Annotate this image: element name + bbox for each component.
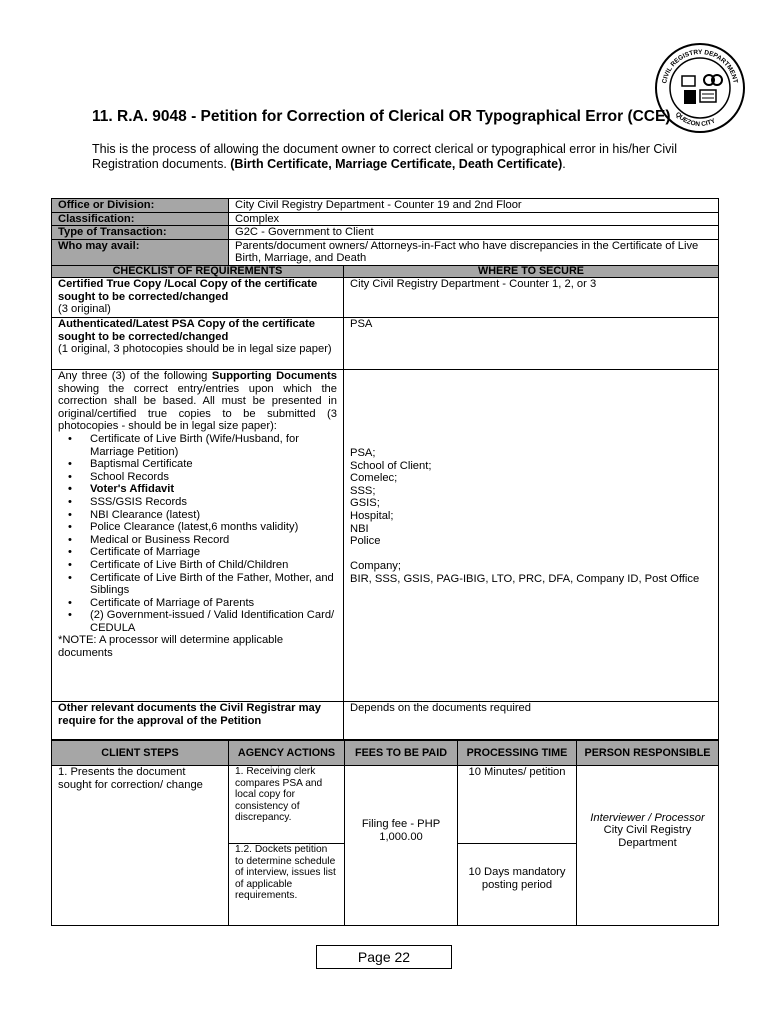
source-line: BIR, SSS, GSIS, PAG-IBIG, LTO, PRC, DFA, Company ID, Post Office xyxy=(350,572,700,585)
supporting-doc-item: • Certificate of Live Birth of Child/Children xyxy=(90,559,337,572)
supporting-doc-item: • Certificate of Marriage of Parents xyxy=(90,597,337,610)
transaction-value: G2C - Government to Client xyxy=(229,226,719,240)
fees-header: FEES TO BE PAID xyxy=(345,741,458,766)
requirement-2-source: PSA xyxy=(344,318,719,370)
supporting-docs-intro xyxy=(58,370,337,433)
agency-actions-header: AGENCY ACTIONS xyxy=(229,741,345,766)
info-row-who-may-avail xyxy=(52,239,719,266)
info-row-classification xyxy=(52,212,719,226)
intro-end: . xyxy=(562,156,566,171)
step-row xyxy=(52,766,719,844)
processor-note: *NOTE: A processor will determine applicable documents xyxy=(58,634,284,660)
supporting-doc-item: • Baptismal Certificate xyxy=(90,458,337,471)
office-value: City Civil Registry Department - Counter 19 and 2nd Floor xyxy=(229,199,719,213)
source-line: Company; xyxy=(350,560,401,573)
client-steps-header: CLIENT STEPS xyxy=(52,741,229,766)
requirement-row xyxy=(52,702,719,740)
supporting-doc-item: • NBI Clearance (latest) xyxy=(90,509,337,522)
supporting-doc-item: • Certificate of Live Birth (Wife/Husband, for Marriage Petition) xyxy=(90,433,337,458)
source-line: NBI xyxy=(350,522,369,535)
requirements-table xyxy=(51,265,719,740)
agency-action-1: 1. Receiving clerk compares PSA and local copy for consistency of discrepancy. xyxy=(229,766,345,844)
requirement-2-note: (1 original, 3 photocopies should be in legal size paper) xyxy=(58,343,332,356)
agency-action-2: 1.2. Dockets petition to determine schedule of interview, issues list of applicable requirements. xyxy=(229,844,345,926)
intro-bold-text: (Birth Certificate, Marriage Certificate, Death Certificate) xyxy=(230,156,563,171)
supporting-doc-item: • SSS/GSIS Records xyxy=(90,496,337,509)
supporting-doc-item: • (2) Government-issued / Valid Identification Card/ CEDULA xyxy=(90,609,337,634)
source-line: Police xyxy=(350,535,381,548)
requirements-header-row xyxy=(52,266,719,278)
requirement-row xyxy=(52,278,719,318)
processing-time-header: PROCESSING TIME xyxy=(458,741,577,766)
classification-value: Complex xyxy=(229,212,719,226)
requirement-1-title: Certified True Copy /Local Copy of the certificate sought to be corrected/changed xyxy=(58,278,318,303)
person-responsible-header: PERSON RESPONSIBLE xyxy=(577,741,719,766)
supporting-doc-item: • Police Clearance (latest,6 months validity) xyxy=(90,521,337,534)
person-role: Interviewer / Processor xyxy=(590,811,705,824)
page-number: Page 22 xyxy=(316,945,452,969)
who-may-avail-label: Who may avail: xyxy=(52,239,229,266)
requirement-4-title: Other relevant documents the Civil Registrar may require for the approval of the Petition xyxy=(58,702,321,727)
requirement-1-note: (3 original) xyxy=(58,303,111,316)
intro-text: This is the process of allowing the document owner to correct clerical or typographical error in his/her Civil Registration documents. xyxy=(92,142,677,171)
processing-time-1: 10 Minutes/ petition xyxy=(458,766,577,844)
client-step: 1. Presents the document sought for correction/ change xyxy=(52,766,229,926)
classification-label: Classification: xyxy=(52,212,229,226)
requirement-2-title: Authenticated/Latest PSA Copy of the certificate sought to be corrected/changed xyxy=(58,318,315,343)
supporting-doc-item: • Medical or Business Record xyxy=(90,534,337,547)
where-to-secure-header: WHERE TO SECURE xyxy=(344,266,719,278)
who-may-avail-value: Parents/document owners/ Attorneys-in-Fact who have discrepancies in the Certificate of Live Birth, Marriage, and Death xyxy=(229,239,719,266)
office-label: Office or Division: xyxy=(52,199,229,213)
source-line: GSIS; xyxy=(350,497,380,510)
supporting-docs-label: Supporting Documents xyxy=(211,370,338,382)
service-info-table xyxy=(51,198,719,267)
source-line: Comelec; xyxy=(350,472,398,485)
supporting-doc-item: • Certificate of Marriage xyxy=(90,546,337,559)
supporting-doc-item: • Voter's Affidavit xyxy=(90,483,337,496)
requirement-row xyxy=(52,370,719,702)
fee-value: Filing fee - PHP 1,000.00 xyxy=(345,766,458,926)
seal-label-bottom: QUEZON CITY xyxy=(673,110,717,129)
supporting-docs-intro-a: Any three (3) of the following xyxy=(58,370,212,382)
processing-time-2: 10 Days mandatory posting period xyxy=(458,844,577,926)
steps-header-row xyxy=(52,741,719,766)
process-steps-table xyxy=(51,740,719,926)
transaction-label: Type of Transaction: xyxy=(52,226,229,240)
supporting-docs-intro-c: showing the correct entry/entries upon which the correction shall be based. All must be presented in original/certified true copies to be submitted (3 photocopies - should be in legal size paper): xyxy=(58,382,337,433)
seal-label-top: CIVIL REGISTRY DEPARTMENT xyxy=(661,48,739,85)
info-row-transaction xyxy=(52,226,719,240)
source-line xyxy=(350,548,712,561)
source-line: SSS; xyxy=(350,484,376,497)
source-line: PSA; xyxy=(350,447,376,459)
supporting-docs-list xyxy=(58,433,337,635)
section-title: 11. R.A. 9048 - Petition for Correction of Clerical OR Typographical Error (CCE) xyxy=(92,108,671,125)
person-responsible xyxy=(577,766,719,926)
requirement-1-source: City Civil Registry Department - Counter 1, 2, or 3 xyxy=(344,278,719,318)
supporting-doc-item: • Certificate of Live Birth of the Father, Mother, and Siblings xyxy=(90,572,337,597)
supporting-doc-item: • School Records xyxy=(90,471,337,484)
source-line: School of Client; xyxy=(350,459,432,472)
checklist-header: CHECKLIST OF REQUIREMENTS xyxy=(52,266,344,278)
info-row-office xyxy=(52,199,719,213)
person-office: City Civil Registry Department xyxy=(603,824,692,849)
intro-paragraph xyxy=(92,142,692,171)
requirement-4-source: Depends on the documents required xyxy=(344,702,719,740)
requirement-row xyxy=(52,318,719,370)
source-line: Hospital; xyxy=(350,509,394,522)
